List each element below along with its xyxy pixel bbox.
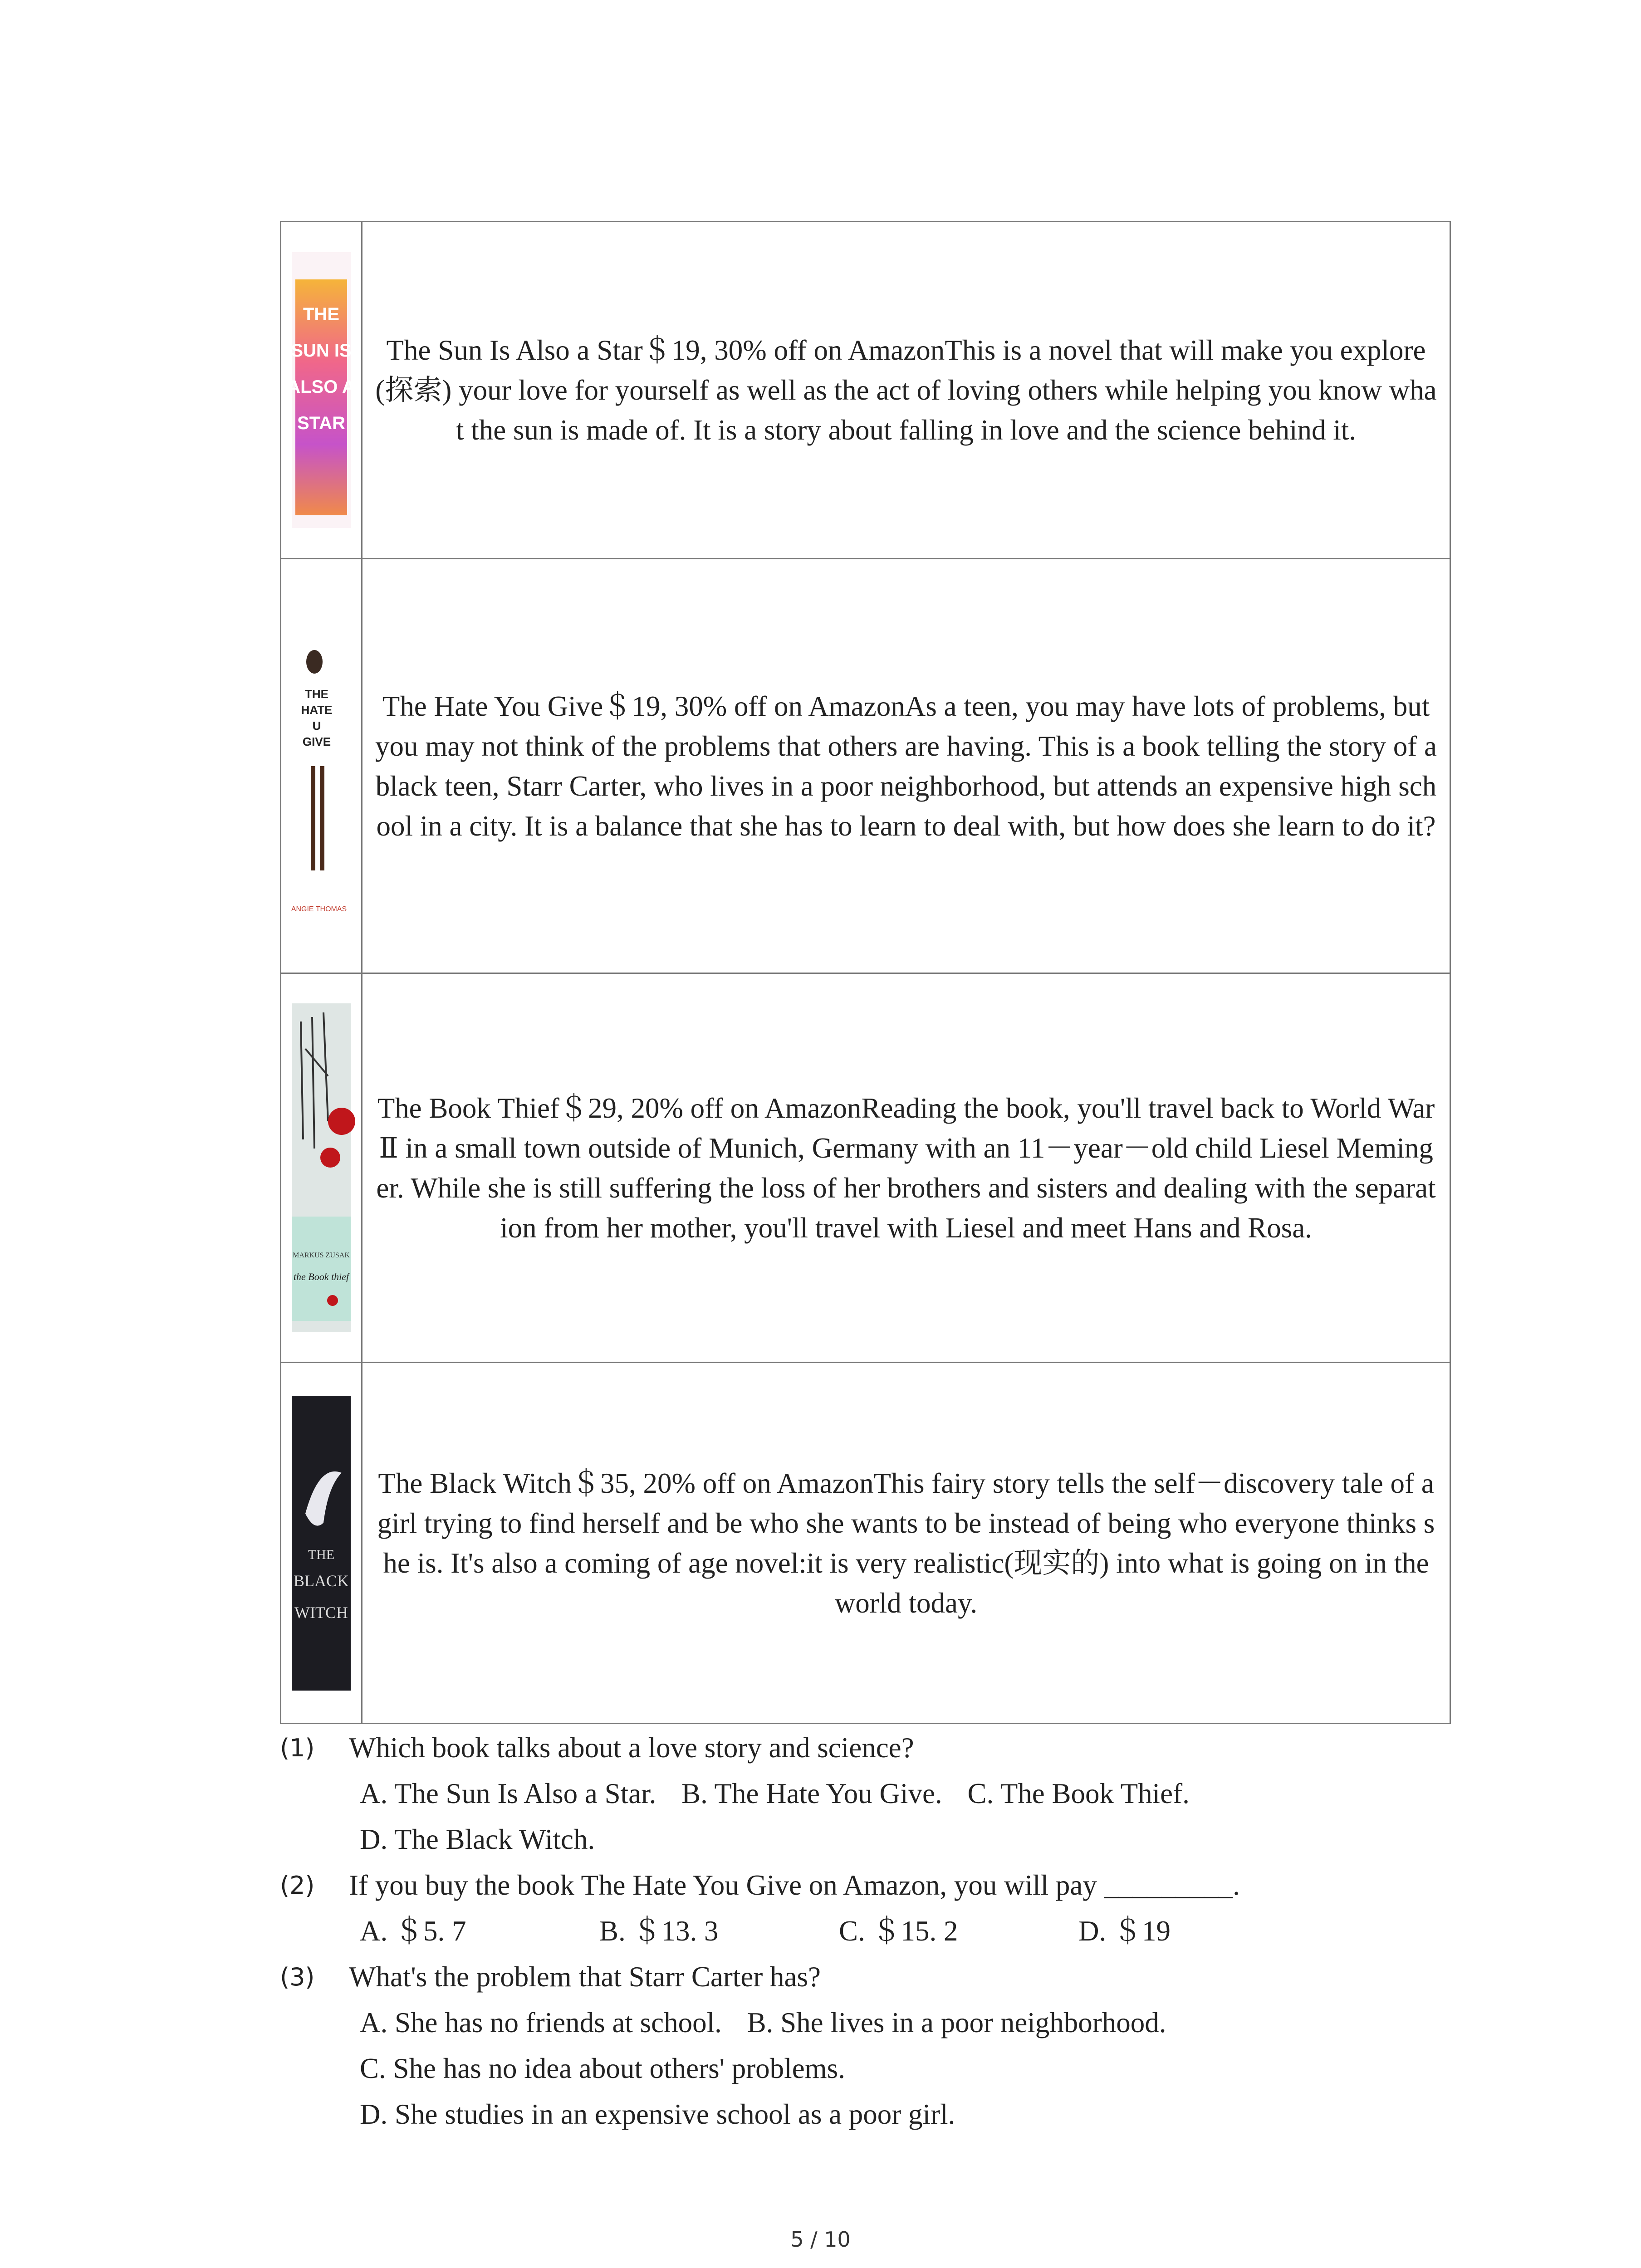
option-a[interactable]: A. The Sun Is Also a Star. [360, 1778, 656, 1809]
book-row-witch [281, 1363, 1450, 1724]
svg-text:U: U [312, 719, 321, 733]
question-1 [280, 1725, 1460, 1771]
question-3 [280, 1954, 1460, 2000]
svg-text:HATE: HATE [301, 703, 333, 717]
svg-text:MARKUS ZUSAK: MARKUS ZUSAK [293, 1251, 350, 1259]
options-row [280, 2046, 1460, 2092]
option-d[interactable]: D. The Black Witch. [360, 1823, 595, 1855]
options-row [280, 1771, 1460, 1817]
book-row-sun [281, 222, 1450, 559]
option-c[interactable]: C. The Book Thief. [967, 1778, 1190, 1809]
book-cover-book-thief-icon [292, 1003, 351, 1332]
option-b[interactable]: B. She lives in a poor neighborhood. [747, 2007, 1166, 2038]
question-number: (3) [280, 1963, 315, 1991]
book-description: The Black Witch＄35, 20% off on AmazonThis fairy story tells the self－discovery tale of a girl trying to find herself and be who she wants to be instead of being who everyone thinks she is. It's also a coming of age novel:it is very realistic(现实的) into what is going on in the world today. [362, 1363, 1450, 1724]
question-text: Which book talks about a love story and science? [349, 1732, 914, 1764]
svg-text:SUN IS: SUN IS [291, 341, 352, 361]
svg-text:BLACK: BLACK [293, 1571, 349, 1590]
book-description: The Book Thief＄29, 20% off on AmazonReading the book, you'll travel back to World WarⅡ in a small town outside of Munich, Germany with an 11－year－old child Liesel Meminger. While she is still suffering the loss of her brothers and sisters and dealing with the separation from her mother, you'll travel with Liesel and meet Hans and Rosa. [362, 973, 1450, 1363]
option-b[interactable]: B. ＄13. 3 [599, 1915, 719, 1947]
option-a[interactable]: A. ＄5. 7 [360, 1915, 466, 1947]
book-cover-sun-is-also-a-star-icon [287, 252, 355, 528]
svg-text:STAR: STAR [297, 413, 345, 433]
svg-text:THE: THE [308, 1547, 335, 1562]
question-text: If you buy the book The Hate You Give on Amazon, you will pay _________. [349, 1869, 1240, 1901]
options-row [280, 2000, 1460, 2046]
option-d[interactable]: D. She studies in an expensive school as a poor girl. [360, 2098, 955, 2130]
book-row-hate [281, 559, 1450, 973]
option-b[interactable]: B. The Hate You Give. [681, 1778, 942, 1809]
options-row [280, 1908, 1460, 1954]
svg-text:THE: THE [305, 687, 328, 701]
page-number: 5 / 10 [790, 2227, 851, 2252]
option-c[interactable]: C. ＄15. 2 [839, 1915, 958, 1947]
options-row [280, 1817, 1460, 1862]
option-d[interactable]: D. ＄19 [1078, 1915, 1171, 1947]
question-list [280, 1725, 1460, 2137]
svg-text:ANGIE THOMAS: ANGIE THOMAS [291, 905, 347, 913]
book-description: The Hate You Give＄19, 30% off on AmazonAs a teen, you may have lots of problems, but you may not think of the problems that others are having. This is a book telling the story of a black teen, Starr Carter, who lives in a poor neighborhood, but attends an expensive high school in a city. It is a balance that she has to learn to deal with, but how does she learn to do it? [362, 559, 1450, 973]
question-text: What's the problem that Starr Carter has? [349, 1961, 821, 1993]
book-cover-hate-you-give-icon [292, 594, 351, 938]
svg-text:THE: THE [303, 304, 339, 324]
options-row [280, 2092, 1460, 2137]
question-number: (1) [280, 1734, 315, 1762]
option-a[interactable]: A. She has no friends at school. [360, 2007, 722, 2038]
svg-text:the Book thief: the Book thief [293, 1271, 349, 1282]
book-row-thief [281, 973, 1450, 1363]
question-2 [280, 1862, 1460, 1908]
book-table [280, 221, 1451, 1724]
cover-cell [281, 222, 362, 559]
cover-cell [281, 973, 362, 1363]
question-number: (2) [280, 1871, 315, 1900]
svg-text:ALSO A: ALSO A [287, 377, 355, 397]
book-cover-black-witch-icon [292, 1396, 351, 1691]
cover-cell [281, 1363, 362, 1724]
svg-text:WITCH: WITCH [294, 1603, 348, 1622]
svg-text:GIVE: GIVE [302, 734, 331, 748]
option-c[interactable]: C. She has no idea about others' problems. [360, 2053, 845, 2084]
cover-cell [281, 559, 362, 973]
book-description: The Sun Is Also a Star＄19, 30% off on AmazonThis is a novel that will make you explore(探索) your love for yourself as well as the act of loving others while helping you know what the sun is made of. It is a story about falling in love and the science behind it. [362, 222, 1450, 559]
